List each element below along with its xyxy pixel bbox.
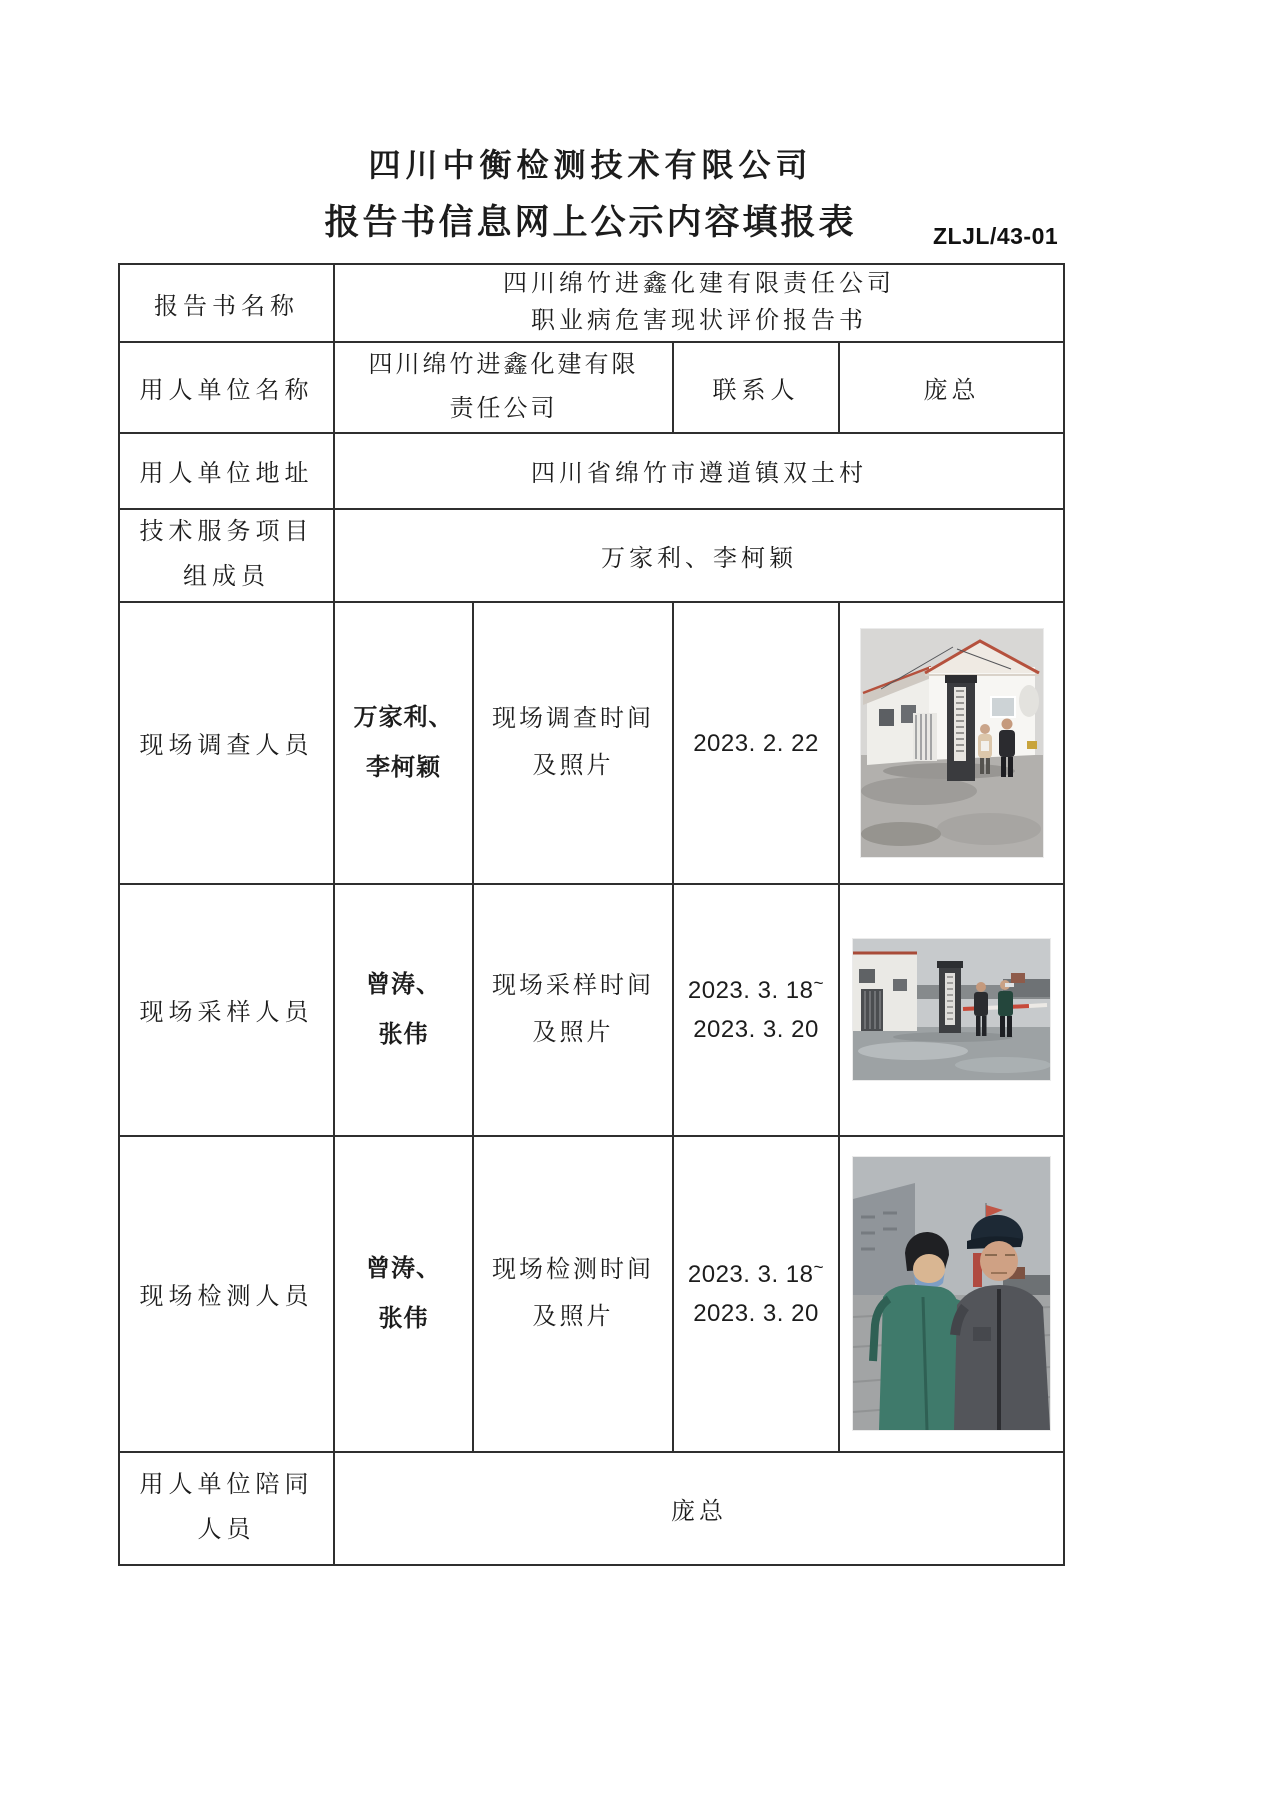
employer-name-label: 用人单位名称 [139, 377, 314, 404]
investigation-label-cell [119, 602, 334, 884]
investigation-time-label-line2: 及照片 [532, 752, 614, 779]
contact-value-cell [839, 342, 1064, 433]
contact-label: 联系人 [712, 377, 800, 404]
testing-time-label-line1: 现场检测时间 [492, 1257, 654, 1284]
testing-names-cell [334, 1136, 473, 1452]
testing-photo [840, 1157, 1063, 1430]
document-code: ZLJL/43-01 [933, 223, 1059, 249]
row-accompanying [119, 1452, 1064, 1565]
sampling-names-cell [334, 884, 473, 1136]
employer-name-line1: 四川绵竹进鑫化建有限 [368, 352, 639, 378]
accompanying-label-line1: 用人单位陪同 [139, 1471, 314, 1498]
investigation-photo [840, 629, 1063, 857]
sampling-names-line2: 张伟 [378, 1020, 429, 1048]
employer-address-value-cell [334, 433, 1064, 509]
team-members-label-cell [119, 509, 334, 602]
report-name-label-cell [119, 264, 334, 342]
investigation-names-line1: 万家利、 [353, 703, 454, 731]
report-name-line2: 职业病危害现状评价报告书 [531, 308, 867, 334]
testing-names-line1: 曾涛、 [366, 1254, 441, 1282]
sampling-time-label-line2: 及照片 [532, 1019, 614, 1046]
row-employer-address [119, 433, 1064, 509]
team-members-value: 万家利、李柯颖 [601, 545, 797, 572]
investigation-time-label-line1: 现场调查时间 [492, 706, 654, 733]
row-team-members [119, 509, 1064, 602]
gate-photo-graphic [853, 939, 1050, 1080]
testing-names-line2: 张伟 [378, 1304, 429, 1332]
entrance-gate [913, 713, 937, 761]
investigation-date-cell [673, 602, 839, 884]
background-building [853, 1183, 915, 1301]
testing-date-line2: 2023. 3. 20 [693, 1299, 819, 1327]
row-employer-name [119, 342, 1064, 433]
employer-name-line2: 责任公司 [449, 396, 558, 423]
testing-time-label-cell [473, 1136, 673, 1452]
employer-name-value-cell [334, 342, 673, 433]
row-investigation [119, 602, 1064, 884]
sampling-photo-cell [839, 884, 1064, 1136]
investigation-label: 现场调查人员 [139, 733, 314, 760]
sampling-label: 现场采样人员 [139, 1000, 314, 1027]
investigation-date: 2023. 2. 22 [693, 729, 819, 757]
sampling-label-cell [119, 884, 334, 1136]
accompanying-value: 庞总 [671, 1498, 727, 1525]
accompanying-label-line2: 人员 [197, 1517, 256, 1544]
report-form-table [118, 263, 1065, 1566]
employer-address-label-cell [119, 433, 334, 509]
team-members-value-cell [334, 509, 1064, 602]
testing-photo-cell [839, 1136, 1064, 1452]
sign-cabinet [945, 675, 977, 781]
company-title: 四川中衡检测技术有限公司 [368, 147, 813, 183]
sampling-photo [840, 939, 1063, 1080]
accompanying-label-cell [119, 1452, 334, 1565]
employer-address-label: 用人单位地址 [139, 461, 314, 488]
investigation-photo-cell [839, 602, 1064, 884]
sampling-date-line1: 2023. 3. 18~ [687, 973, 825, 1005]
accompanying-value-cell [334, 1452, 1064, 1565]
tank [1019, 685, 1039, 717]
team-members-label-line1: 技术服务项目 [139, 518, 314, 545]
document-header [118, 140, 1063, 245]
investigation-time-label-cell [473, 602, 673, 884]
sampling-time-label-cell [473, 884, 673, 1136]
report-name-label: 报告书名称 [154, 293, 299, 320]
contact-value: 庞总 [923, 377, 980, 404]
sampling-date-line2: 2023. 3. 20 [693, 1015, 819, 1043]
row-sampling [119, 884, 1064, 1136]
employer-name-label-cell [119, 342, 334, 433]
report-name-value-cell [334, 264, 1064, 342]
site-entrance-photo-graphic [861, 629, 1043, 857]
testing-date-cell [673, 1136, 839, 1452]
investigation-names-cell [334, 602, 473, 884]
testing-date-line1: 2023. 3. 18~ [687, 1257, 825, 1289]
sampling-time-label-line1: 现场采样时间 [492, 973, 654, 1000]
employer-address-value: 四川省绵竹市遵道镇双土村 [531, 461, 867, 488]
testing-time-label-line2: 及照片 [532, 1303, 614, 1330]
measurement-photo-graphic [853, 1157, 1050, 1430]
row-testing [119, 1136, 1064, 1452]
team-members-label-line2: 组成员 [183, 564, 270, 591]
row-report-name [119, 264, 1064, 342]
sampling-date-cell [673, 884, 839, 1136]
testing-label-cell [119, 1136, 334, 1452]
investigation-names-line2: 李柯颖 [366, 753, 441, 781]
form-title: 报告书信息网上公示内容填报表 [324, 203, 857, 242]
sampling-names-line1: 曾涛、 [366, 970, 441, 998]
testing-label: 现场检测人员 [139, 1284, 314, 1311]
sign-cabinet [937, 961, 963, 1033]
gatehouse [853, 953, 917, 1031]
contact-label-cell [673, 342, 839, 433]
report-name-line1: 四川绵竹进鑫化建有限责任公司 [503, 270, 895, 297]
